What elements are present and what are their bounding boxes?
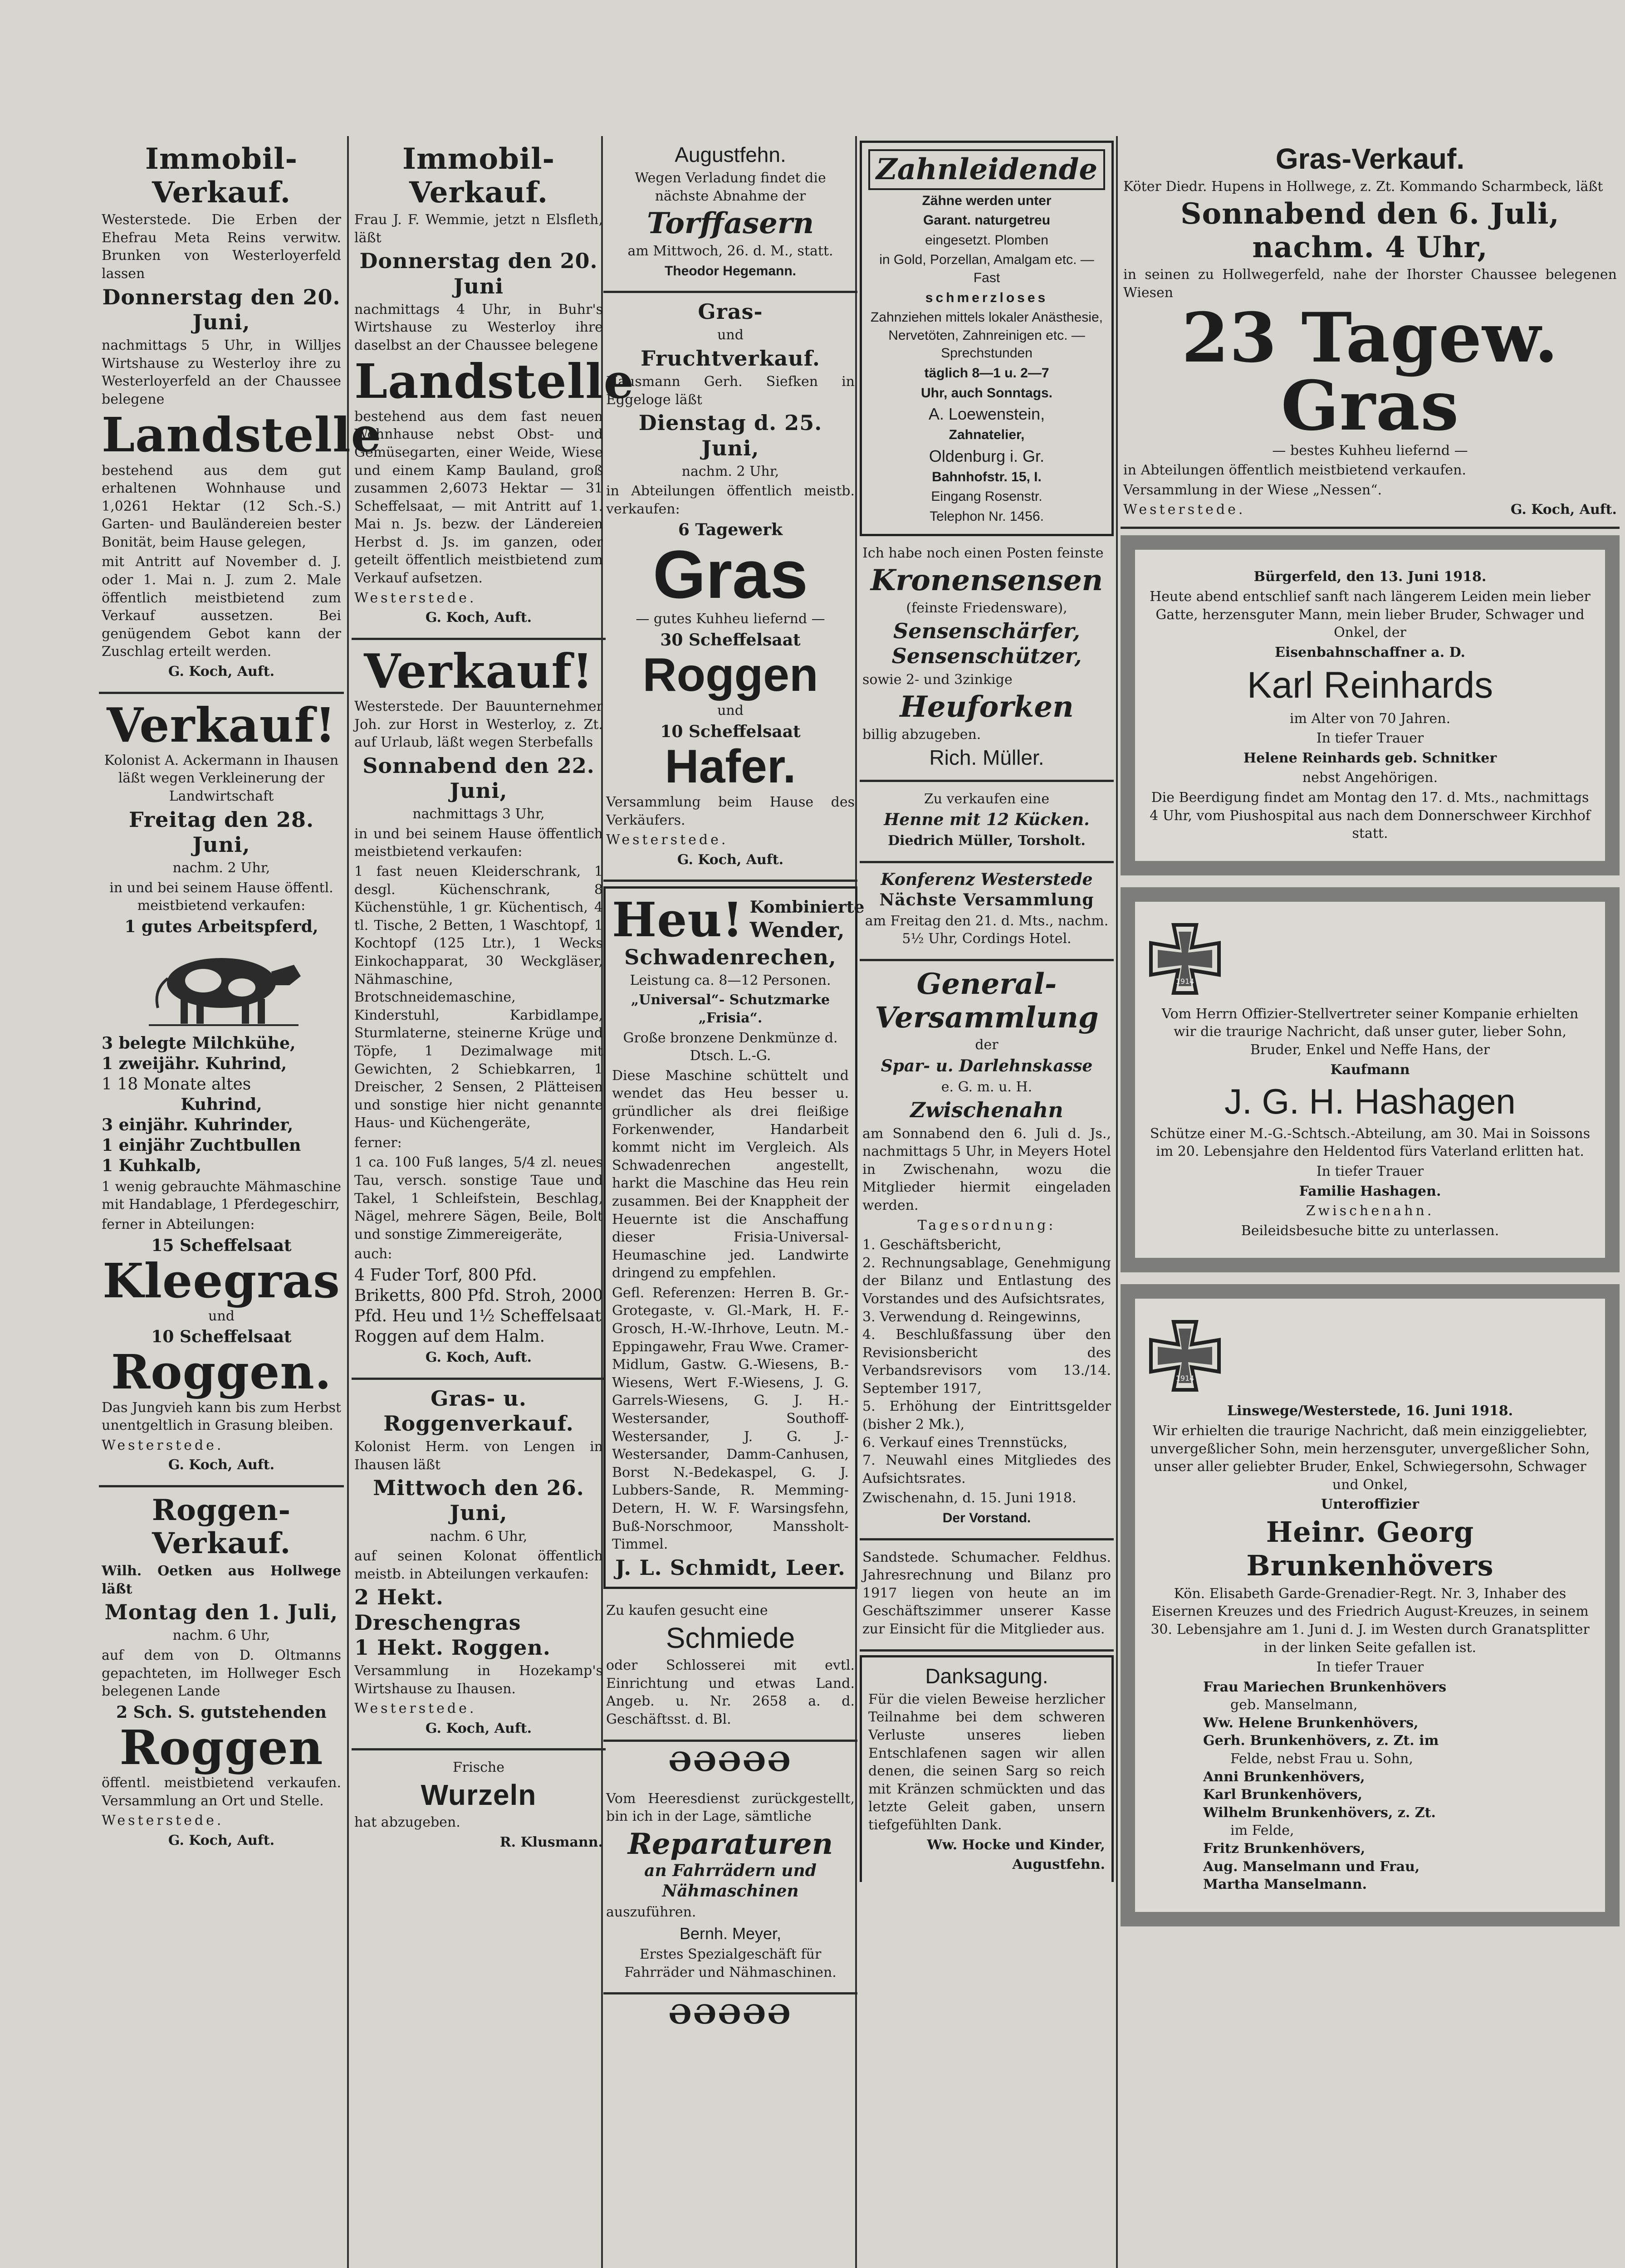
ad-title: Verkauf!	[364, 643, 593, 699]
ad-headline: Kleegras	[103, 1252, 340, 1309]
ad-title: Wender,	[749, 917, 845, 942]
obituary-family: geb. Manselmann,	[1230, 1697, 1358, 1713]
ad-name: Rich. Müller.	[929, 746, 1044, 770]
ad-reparaturen-meyer	[603, 1782, 857, 1995]
ad-verkauf-zur-horst	[352, 640, 606, 1380]
ad-city: Oldenburg i. Gr.	[929, 446, 1045, 465]
ad-headline: 1 Hekt. Roggen.	[354, 1635, 551, 1660]
ad-place: Westerstede.	[354, 1701, 477, 1717]
obituary-name: Heinr. Georg Brunkenhövers	[1246, 1515, 1494, 1583]
ad-zahnleidende	[860, 141, 1114, 536]
ad-signature: J. L. Schmidt, Leer.	[615, 1555, 846, 1580]
obituary-date: Bürgerfeld, den 13. Juni 1918.	[1253, 569, 1487, 585]
obituary-hashagen	[1121, 887, 1620, 1273]
ad-text: öffentl. meistbietend verkaufen. Versammlung an Ort und Stelle.	[102, 1775, 341, 1809]
obituary-text: Kön. Elisabeth Garde-Grenadier-Regt. Nr. 3, Inhaber des Eisernen Kreuzes und des Friedrich August-Kreuzes, in seinem 30. Lebensjahre am 1. Juni d. J. im Westen durch Granatsplitter in der linken Seite gefallen ist.	[1150, 1585, 1590, 1656]
ad-subhead: Tagesordnung:	[917, 1217, 1056, 1233]
ad-text: bestehend aus dem fast neuen Wohnhause nebst Obst- und Gemüsegarten, einer Weide, Wiese und einem Kamp Bauland, groß zusammen 2,6073 Hektar — 31 Scheffelsaat, — mit Antritt auf 1. Mai n. Js. bezw. der Ländereien Herbst d. Js. im ganzen, oder geteilt öffentlich meistbietend zum Verkauf aufsetzen.	[354, 408, 603, 587]
ad-text: in seinen zu Hollwegerfeld, nahe der Ihorster Chaussee belegenen Wiesen	[1123, 267, 1617, 301]
ad-text: in Abteilungen öffentlich meistbietend verkaufen.	[1123, 462, 1466, 479]
ad-item: Kuhrind,	[181, 1095, 262, 1114]
ad-headline: Spar- u. Darlehnskasse	[881, 1056, 1093, 1075]
ad-headline: Heuforken	[900, 690, 1074, 724]
obituary-family-list	[1149, 1678, 1591, 1894]
ad-text: „Universal“- Schutzmarke „Frisia“.	[631, 992, 830, 1026]
ad-name: Bernh. Meyer,	[679, 1924, 782, 1943]
ad-danksagung-hocke	[860, 1655, 1114, 1882]
ad-headline: an Fahrrädern und Nähmaschinen	[644, 1861, 817, 1901]
ad-headline: Kronensensen	[870, 563, 1103, 598]
ad-date: Freitag den 28. Juni,	[129, 807, 314, 857]
ad-wurzeln-klusmann	[352, 1750, 606, 1862]
ad-place: Westerstede.	[102, 1437, 224, 1453]
ad-headline: Sensenschützer,	[891, 644, 1082, 669]
ad-text: Große bronzene Denkmünze d. Dtsch. L.-G.	[623, 1030, 838, 1064]
ad-text: Zu verkaufen eine	[924, 791, 1050, 807]
obituary-family: Wilhelm Brunkenhövers, z. Zt.	[1203, 1804, 1436, 1821]
ad-headline: Henne mit 12 Kücken.	[884, 810, 1090, 830]
ad-name: A. Loewenstein,	[928, 405, 1045, 424]
obituary-family: Aug. Manselmann und Frau,	[1203, 1858, 1420, 1875]
ad-text: am Sonnabend den 6. Juli d. Js., nachmittags 5 Uhr, in Meyers Hotel in Zwischenahn, wozu die Mitglieder hiermit eingeladen werden.	[862, 1125, 1111, 1213]
ad-text: sowie 2- und 3zinkige	[862, 671, 1013, 688]
ad-headline: Zahnleidende	[868, 149, 1105, 190]
ad-header-row	[612, 892, 865, 948]
ad-headline: Hafer.	[665, 740, 796, 793]
ad-text: Versammlung in der Wiese „Nessen“.	[1123, 482, 1382, 498]
ad-henne-kuecken	[860, 782, 1114, 863]
ad-headline: Wurzeln	[421, 1778, 537, 1811]
ad-text: Zu kaufen gesucht eine	[606, 1602, 768, 1618]
obituary-text: Vom Herrn Offizier-Stellvertreter seiner Kompanie erhielten wir die traurige Nachricht, daß unser guter, lieber Sohn, Bruder, Enkel und Neffe Hans, der	[1161, 1006, 1579, 1058]
ad-text: Westerstede. Die Erben der Ehefrau Meta Reins verwitw. Brunken von Westerloyerfeld lassen	[102, 212, 341, 282]
ad-headline: Landstelle	[102, 407, 382, 463]
ad-text: Leistung ca. 8—12 Personen.	[630, 972, 831, 988]
ad-subhead: Nächste Versammlung	[879, 890, 1094, 909]
ad-text: billig abzugeben.	[862, 726, 981, 743]
obituary-family: Familie Hashagen.	[1299, 1183, 1441, 1199]
agenda-item: 3. Verwendung d. Reingewinns,	[862, 1309, 1081, 1325]
ad-kronensensen-mueller	[860, 536, 1114, 782]
obituary-place: Zwischenahn.	[1306, 1203, 1434, 1219]
obituary-family: nebst Angehörigen.	[1302, 770, 1438, 786]
obituary-text: Die Beerdigung findet am Montag den 17. d. Mts., nachmittags 4 Uhr, vom Piushospital aus nach dem Donnerschweer Kirchhof statt.	[1150, 790, 1591, 842]
agenda-item: 4. Beschlußfassung über den Revisionsbericht des Verbandsrevisors vom 13./14. September 1917,	[862, 1327, 1111, 1397]
ad-date: Montag den 1. Juli,	[104, 1600, 338, 1625]
ad-text: in Gold, Porzellan, Amalgam etc. — Fast	[879, 252, 1094, 285]
ad-text: nachmittags 5 Uhr, in Willjes Wirtshause zu Westerloy ihre zu Westerloyerfeld an der Chaussee belegene	[102, 337, 341, 407]
ad-konferenz-westerstede	[860, 863, 1114, 961]
ad-text: Kolonist Herm. von Lengen in Ihausen läßt	[354, 1439, 603, 1473]
ad-signature: G. Koch, Auft.	[425, 1349, 532, 1366]
ad-signature: Theodor Hegemann.	[664, 263, 797, 279]
ad-signature: Diedrich Müller, Torsholt.	[888, 833, 1086, 849]
ad-text: Das Jungvieh kann bis zum Herbst unentgeltlich in Grasung bleiben.	[102, 1399, 341, 1434]
column-5	[1121, 136, 1620, 2268]
ad-headline: Roggen	[642, 649, 818, 702]
ad-headline: 23 Tagew. Gras	[1181, 298, 1559, 446]
ad-place: Westerstede.	[354, 590, 477, 606]
obituary-family: Anni Brunkenhövers,	[1203, 1769, 1365, 1785]
ad-text: und	[208, 1308, 235, 1324]
ad-subhead: 15 Scheffelsaat	[151, 1236, 292, 1255]
ad-headline: 2 Hekt. Dreschengras	[354, 1585, 521, 1635]
ad-text: bestehend aus dem gut erhaltenen Wohnhause und 1,0261 Hektar (12 Sch.-S.) Garten- und Bauländereien bester Bonität, beim Hause gelegen,	[102, 462, 341, 550]
ornament-row: ƏƏƏƏƏ	[668, 1746, 793, 1777]
ad-date: Dienstag d. 25. Juni,	[638, 411, 822, 460]
ad-text: am Freitag den 21. d. Mts., nachm. 5½ Uhr, Cordings Hotel.	[865, 913, 1109, 947]
ad-text: — gutes Kuhheu liefernd —	[636, 611, 825, 627]
ad-headline: Zwischenahn	[910, 1098, 1063, 1123]
ad-text: Versammlung in Hozekamp's Wirtshause zu Ihausen.	[354, 1662, 603, 1697]
ad-item: 1 Kuhkalb,	[102, 1156, 202, 1175]
iron-cross-icon	[1149, 923, 1221, 995]
ad-headline: Landstelle	[354, 353, 634, 409]
ad-text: Wilh. Oetken aus Hollwege läßt	[102, 1563, 341, 1597]
ad-place: Westerstede.	[1123, 502, 1246, 518]
ad-headline: Torffasern	[646, 206, 814, 241]
ad-signature: G. Koch, Auft.	[168, 1457, 275, 1473]
ad-title: Roggenverkauf.	[383, 1411, 574, 1436]
obituary-text: In tiefer Trauer	[1316, 1659, 1424, 1676]
ad-text: mit Antritt auf November d. J. oder 1. Mai n. J. zum 2. Male öffentlich meistbietend zum Verkauf aussetzen. Bei genügendem Gebot kann der Zuschlag erteilt werden.	[102, 554, 341, 660]
ad-text: Sandstede. Schumacher. Feldhus. Jahresrechnung und Bilanz pro 1917 liegen von heute an im Geschäftszimmer unserer Kasse zur Einsicht für die Mitglieder aus.	[862, 1549, 1111, 1637]
ad-text: Zahnziehen mittels lokaler Anästhesie, Nervetöten, Zahnreinigen etc. — Sprechstunden	[871, 310, 1103, 361]
ad-headline: Roggen.	[111, 1344, 332, 1400]
obituary-text: In tiefer Trauer	[1316, 1163, 1424, 1180]
ad-subhead: 10 Scheffelsaat	[151, 1327, 292, 1347]
ad-heu-wender-frisia	[603, 886, 865, 1589]
obituary-family: Felde, nebst Frau u. Sohn,	[1230, 1751, 1413, 1767]
obituary-brunkenhoevers	[1121, 1284, 1620, 1926]
ad-text: in und bei seinem Hause öffentlich meistbietend verkaufen:	[354, 826, 603, 860]
ad-text: auch:	[354, 1246, 392, 1262]
ad-signature: Augustfehn.	[1012, 1857, 1105, 1873]
ad-subhead: 6 Tagewerk	[678, 520, 783, 540]
ad-text: Frau J. F. Wemmie, jetzt n Elsfleth, läßt	[354, 212, 603, 246]
obituary-family: Karl Brunkenhövers,	[1203, 1787, 1363, 1803]
ad-signature: G. Koch, Auft.	[1510, 502, 1617, 518]
ad-text: Eingang Rosenstr.	[931, 489, 1043, 504]
ad-item: 1 zweijähr. Kuhrind,	[102, 1054, 287, 1073]
obituary-reinhards	[1121, 535, 1620, 875]
ad-signature: G. Koch, Auft.	[425, 1720, 532, 1736]
obituary-family: Fritz Brunkenhövers,	[1203, 1841, 1366, 1857]
ad-immobil-verkauf-wemmie	[352, 136, 634, 640]
ad-text: Versammlung beim Hause des Verkäufers.	[606, 794, 855, 828]
ad-text: Für die vielen Beweise herzlicher Teilnahme bei dem schweren Verluste unseres lieben Entschlafenen sagen wir allen denen, die seinen Sarg so reich mit Kränzen schmückten und das letzte Geleit gaben, unsern tiefgefühlten Dank.	[868, 1691, 1105, 1833]
ad-signature: Ww. Hocke und Kinder,	[927, 1837, 1105, 1853]
ad-text: täglich 8—1 u. 2—7	[924, 365, 1049, 381]
obituary-family: Martha Manselmann.	[1203, 1877, 1367, 1893]
ad-time: nachm. 6 Uhr,	[430, 1528, 528, 1545]
obituary-text: Heute abend entschlief sanft nach längerem Leiden mein lieber Gatte, herzensguter Mann, mein lieber Bruder, Schwager und Onkel, der	[1150, 588, 1591, 641]
ad-text: Diese Maschine schüttelt und wendet das Heu besser u. gründlicher als drei fleißige Forkenwender, Handarbeit kommt nicht im Vergleich. Als Schwadenrechen angestellt, harkt die Maschine das Heu rein zusammen. Bei der Knappheit der Heuernte ist die Anschaffung dieser Frisia-Universal-Heumaschine jed. Landwirte dringend zu empfehlen.	[612, 1067, 849, 1281]
agenda-item: 5. Erhöhung der Eintrittsgelder (bisher 2 Mk.),	[862, 1398, 1111, 1433]
ad-text: am Mittwoch, 26. d. M., statt.	[627, 243, 833, 259]
ad-immobil-verkauf-reins	[99, 136, 382, 694]
ad-headline: Schmiede	[666, 1621, 795, 1654]
ad-date: Sonnabend den 22. Juni,	[362, 753, 595, 803]
ad-footer-row	[1123, 502, 1617, 518]
ad-text: in Abteilungen öffentlich meistb. verkaufen:	[606, 483, 855, 517]
ad-text: hat abzugeben.	[354, 1814, 460, 1831]
ad-text: Ich habe noch einen Posten feinste	[862, 545, 1104, 561]
ad-text: nachmittags 4 Uhr, in Buhr's Wirtshause zu Westerloy ihre daselbst an der Chaussee belegene	[354, 301, 603, 353]
ad-signature: G. Koch, Auft.	[168, 1832, 275, 1848]
ad-text: Erstes Spezialgeschäft für Fahrräder und Nähmaschinen.	[624, 1946, 837, 1980]
ad-signature: Der Vorstand.	[942, 1510, 1031, 1526]
ad-text: Garant. naturgetreu	[923, 213, 1051, 228]
ad-text: Zwischenahn, d. 15. Juni 1918.	[862, 1490, 1077, 1506]
agenda-item: 2. Rechnungsablage, Genehmigung der Bilanz und Entlastung des Vorstandes und des Aufsichtsrates,	[862, 1255, 1111, 1307]
ad-time: nachm. 2 Uhr,	[681, 463, 779, 479]
ad-roggen-verkauf-oetken	[99, 1487, 344, 1861]
ad-text: schmerzloses	[925, 290, 1048, 305]
ad-text: e. G. m. u. H.	[941, 1079, 1033, 1095]
ad-text: Köter Diedr. Hupens in Hollwege, z. Zt. Kommando Scharmbeck, läßt	[1123, 178, 1603, 195]
ad-headline: Roggen	[119, 1719, 323, 1775]
ad-time: nachm. 2 Uhr,	[172, 860, 270, 876]
ad-title: Kombinierte	[749, 897, 865, 917]
ad-headline: Versammlung	[875, 1000, 1099, 1035]
ad-item: 1 einjähr Zuchtbullen	[102, 1135, 301, 1155]
iron-cross-year: 1914	[1175, 1374, 1194, 1383]
ad-text: Zahnatelier,	[949, 427, 1025, 443]
ad-signature: R. Klusmann.	[499, 1834, 603, 1851]
ad-item: 3 belegte Milchkühe,	[102, 1033, 296, 1053]
ad-text: auf dem von D. Oltmanns gepachteten, im Hollweger Esch belegenen Lande	[102, 1647, 341, 1700]
ad-title: Roggen-Verkauf.	[152, 1493, 291, 1561]
ad-signature: G. Koch, Auft.	[168, 664, 275, 680]
ad-text: — bestes Kuhheu liefernd —	[1272, 442, 1468, 459]
ad-schmiede-gesucht	[603, 1593, 857, 1742]
obituary-text: In tiefer Trauer	[1316, 730, 1424, 747]
ad-text: ferner:	[354, 1134, 402, 1151]
ad-text: Frische	[452, 1760, 505, 1776]
ad-text: der	[975, 1037, 998, 1053]
obituary-role: Eisenbahnschaffner a. D.	[1275, 644, 1465, 660]
ad-title: Immobil-Verkauf.	[402, 142, 555, 210]
ad-date: Mittwoch den 26. Juni,	[373, 1476, 584, 1525]
ad-verkauf-ackermann	[99, 694, 344, 1487]
ad-title: Gras-Verkauf.	[1275, 142, 1465, 175]
ad-headline: General-	[916, 967, 1057, 1001]
obituary-text: Schütze einer M.-G.-Schtsch.-Abteilung, am 30. Mai in Soissons im 20. Lebensjahre den Heldentod fürs Vaterland erlitten hat.	[1150, 1125, 1591, 1160]
ad-item: 3 einjähr. Kuhrinder,	[102, 1115, 294, 1134]
ad-headline: Sensenschärfer,	[893, 619, 1080, 644]
ad-text: Gefl. Referenzen: Herren B. Gr.-Grotegaste, v. Gl.-Mark, H. F.-Grosch, H.-W.-Ihrhove, Leutn. M.-Eppingawehr, Frau Wwe. Cramer-Midlum, Gastw. G.-Wiesens, B.-Wiesens, Wert F.-Wiesens, J. G. Garrels-Wiesens, G. J. H.-Westersander, Southoff-Westersander, J. G. J.-Westersander, Damm-Canhusen, Borst N.-Bedekaspel, G. J. Lubbers-Sande, R. Memming-Detern, H. W. F. Warsingsfehn, Buß-Norschmoor, Manssholt-Timmel.	[612, 1285, 849, 1553]
obituary-text: im Alter von 70 Jahren.	[1289, 710, 1451, 727]
ad-text: Uhr, auch Sonntags.	[920, 385, 1053, 401]
agenda-list	[862, 1236, 1111, 1487]
obituary-date: Linswege/Westerstede, 16. Juni 1918.	[1227, 1403, 1513, 1419]
obituary-role: Unteroffizier	[1321, 1496, 1419, 1513]
column-rule	[1116, 136, 1118, 2268]
obituary-family: Gerh. Brunkenhövers, z. Zt. im	[1203, 1733, 1439, 1749]
ad-text: und	[717, 327, 744, 343]
ad-item: 1 gutes Arbeitspferd,	[124, 917, 318, 936]
ad-list: 1 ca. 100 Fuß langes, 5/4 zl. neues Tau, versch. sonstige Taue und Takel, 1 Schleifstein, Beschlag, Nägel, mehrere Sägen, Beile, Bolt und sonstige Zimmereigeräte,	[354, 1154, 603, 1242]
ad-time: nachmittags 3 Uhr,	[412, 806, 545, 822]
column-4	[860, 136, 1114, 2268]
agenda-item: 6. Verkauf eines Trennstücks,	[862, 1434, 1067, 1451]
ad-headline: Reparaturen	[627, 1827, 833, 1861]
ad-subhead: 2 Sch. S. gutstehenden	[116, 1702, 327, 1722]
ad-place: Westerstede.	[102, 1813, 224, 1829]
ad-gras-roggenverkauf-von-lengen	[352, 1380, 606, 1751]
ad-text: und	[717, 703, 744, 719]
ad-list: 1 fast neuen Kleiderschrank, 1 desgl. Küchenschrank, 8 Küchenstühle, 1 gr. Küchentisch, 4 tl. Tische, 2 Betten, 1 Waschtopf, 1 Kochtopf (125 Ltr.), 1 Wecks Einkochapparat, 30 Weckgläser, Nähmaschine, Brotschneidemaschine, Kinderstuhl, Karbidlampe, Sturmlaterne, steinerne Krüge und Töpfe, 1 Dezimalwage mit Gewichten, 2 Schiebkarren, 1 Dreischer, 2 Sensen, 2 Plätteisen und sonstige hier nicht genannte Haus- und Küchengeräte,	[354, 863, 603, 1131]
agenda-item: 1. Geschäftsbericht,	[862, 1237, 1002, 1253]
ad-place: Westerstede.	[606, 832, 729, 848]
ad-text: 1 wenig gebrauchte Mähmaschine mit Handablage, 1 Pferdegeschirr,	[102, 1178, 341, 1213]
ad-text: Westerstede. Der Bauunternehmer Joh. zur Horst in Westerloy, z. Zt. auf Urlaub, läßt wegen Sterbefalls	[354, 699, 603, 751]
ad-gras-fruchtverkauf-siefken	[603, 293, 857, 882]
ad-bilanz-sandstede	[860, 1540, 1114, 1652]
obituary-name: Karl Reinhards	[1247, 665, 1493, 706]
cow-illustration	[135, 940, 308, 1031]
ad-gras-verkauf-hupens	[1121, 136, 1620, 529]
obituary-text: Wir erhielten die traurige Nachricht, daß mein einziggeliebter, unvergeßlicher Sohn, mein herzensguter, unvergeßlicher Sohn, unser aller geliebter Bruder, Enkel, Schwiegersohn, Schwager und Onkel,	[1150, 1422, 1590, 1493]
ad-title: Konferenz Westerstede	[881, 870, 1093, 889]
ad-list: 4 Fuder Torf, 800 Pfd. Briketts, 800 Pfd. Stroh, 2000 Pfd. Heu und 1½ Scheffelsaat Roggen auf dem Halm.	[354, 1266, 603, 1346]
ad-title: Danksagung.	[925, 1664, 1048, 1688]
ad-generalversammlung-zwischenahn	[860, 961, 1114, 1540]
ad-title: Fruchtverkauf.	[641, 346, 820, 371]
ad-text: (feinste Friedensware),	[906, 600, 1067, 616]
obituary-family: Frau Mariechen Brunkenhövers	[1203, 1679, 1447, 1695]
ad-subhead: 10 Scheffelsaat	[660, 722, 801, 741]
ad-text: Bahnhofstr. 15, I.	[932, 469, 1042, 484]
ad-text: auf seinen Kolonat öffentlich meistb. in Abteilungen verkaufen:	[354, 1548, 603, 1582]
ad-date: Donnerstag den 20. Juni	[359, 249, 598, 298]
ad-text: ferner in Abteilungen:	[102, 1216, 255, 1232]
ad-subhead: 30 Scheffelsaat	[660, 631, 801, 650]
ad-text: Telephon Nr. 1456.	[930, 508, 1044, 524]
ad-headline: Gras	[653, 536, 808, 613]
ad-text: Wegen Verladung findet die nächste Abnahme der	[635, 170, 826, 204]
ad-title: Augustfehn.	[675, 143, 786, 166]
obituary-family: Helene Reinhards geb. Schnitker	[1243, 750, 1497, 766]
ad-signature: G. Koch, Auft.	[677, 851, 784, 868]
obituary-note: Beileidsbesuche bitte zu unterlassen.	[1241, 1222, 1499, 1239]
ad-text: Hausmann Gerh. Siefken in Eggeloge läßt	[606, 374, 855, 408]
ad-text: Kolonist A. Ackermann in Ihausen läßt wegen Verkleinerung der Landwirtschaft	[104, 752, 339, 804]
ad-title: Gras-	[698, 299, 763, 324]
ad-date: Sonnabend den 6. Juli, nachm. 4 Uhr,	[1180, 197, 1560, 264]
iron-cross-icon	[1149, 1320, 1221, 1392]
ad-item: 1 18 Monate altes	[102, 1075, 251, 1094]
ad-title: Gras- u.	[431, 1386, 527, 1411]
ad-title: Schwadenrechen,	[624, 944, 837, 969]
agenda-item: 7. Neuwahl eines Mitgliedes des Aufsichtsrates.	[862, 1452, 1111, 1486]
ad-signature: G. Koch, Auft.	[425, 610, 532, 626]
obituary-role: Kaufmann	[1330, 1061, 1410, 1078]
obituary-name: J. G. H. Hashagen	[1224, 1081, 1516, 1122]
ad-title-block	[750, 897, 865, 943]
ad-text: in und bei seinem Hause öffentl. meistbietend verkaufen:	[109, 880, 333, 914]
ad-headline: Heu!	[612, 892, 744, 948]
ad-text: Zähne werden unter	[922, 193, 1052, 208]
obituary-family: Ww. Helene Brunkenhövers,	[1203, 1715, 1419, 1731]
column-1	[99, 136, 382, 2268]
obituary-family: im Felde,	[1230, 1823, 1294, 1839]
ad-title: Immobil-Verkauf.	[145, 142, 298, 210]
ad-text: eingesetzt. Plomben	[925, 232, 1048, 248]
ad-date: Donnerstag den 20. Juni,	[102, 284, 341, 334]
ad-torffasern-hegemann	[603, 136, 857, 293]
ad-text: oder Schlosserei mit evtl. Einrichtung und etwas Land. Angeb. u. Nr. 2658 a. d. Geschäftsst. d. Bl.	[606, 1657, 855, 1727]
column-2	[352, 136, 634, 2268]
ad-title: Verkauf!	[107, 697, 336, 753]
ad-time: nachm. 6 Uhr,	[172, 1628, 270, 1644]
column-3	[603, 136, 865, 2268]
ad-text: auszuführen.	[606, 1904, 696, 1921]
ad-text: Vom Heeresdienst zurückgestellt, bin ich in der Lage, sämtliche	[606, 1790, 855, 1825]
ornament-row: ƏƏƏƏƏ	[668, 1999, 793, 2030]
iron-cross-year: 1914	[1175, 977, 1194, 986]
